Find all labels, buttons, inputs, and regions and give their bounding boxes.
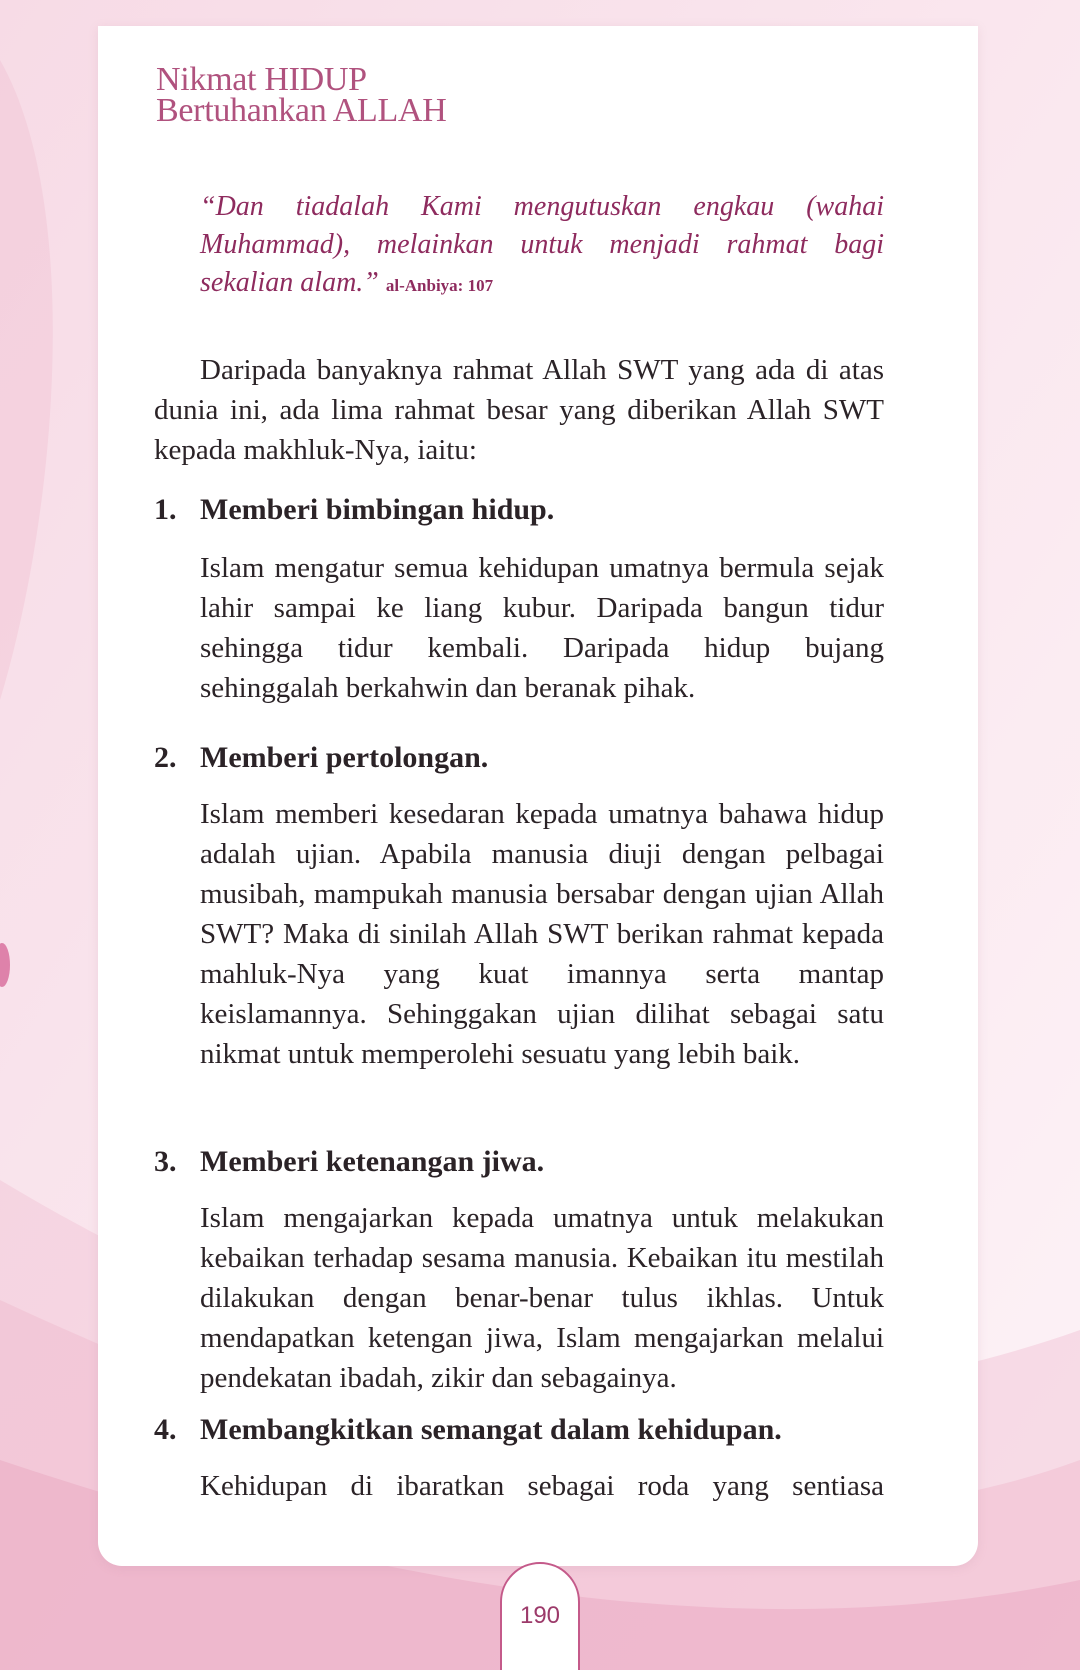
list-item-number: 2. [154,741,177,774]
list-item-heading: Membangkitkan semangat dalam kehidupan. [200,1413,782,1446]
list-item-paragraph: Islam mengatur semua kehidupan umatnya bermula sejak lahir sampai ke liang kubur. Daripada bangun tidur sehingga tidur kembali. Daripada hidup bujang sehinggalah berkahwin dan beranak pihak. [200,552,884,704]
page-number: 190 [519,1602,561,1629]
list-item-title [154,1142,544,1182]
list-item-title [154,1410,782,1450]
quote-text: “Dan tiadalah Kami mengutuskan engkau (wahai Muhammad), melainkan untuk menjadi rahmat bagi sekalian alam.” [200,191,884,298]
list-item-title [154,490,554,530]
list-item-heading: Memberi bimbingan hidup. [200,493,555,526]
running-header [156,61,447,129]
list-item-paragraph: Islam mengajarkan kepada umatnya untuk melakukan kebaikan terhadap sesama manusia. Kebaikan itu mestilah dilakukan dengan benar-benar tulus ikhlas. Untuk mendapatkan ketengan jiwa, Islam mengajarkan melalui pendekatan ibadah, zikir dan sebagainya. [200,1202,884,1394]
intro-paragraph: Daripada banyaknya rahmat Allah SWT yang ada di atas dunia ini, ada lima rahmat besar yang diberikan Allah SWT kepada makhluk-Nya, iaitu: [154,354,884,466]
list-item-heading: Memberi ketenangan jiwa. [200,1145,545,1178]
quran-quote [200,188,884,305]
list-item-number: 1. [154,493,177,526]
header-line-2: Bertuhankan ALLAH [156,92,447,129]
list-item-paragraph: Kehidupan di ibaratkan sebagai roda yang sentiasa [200,1470,884,1502]
list-item-number: 3. [154,1145,177,1178]
list-item-number: 4. [154,1413,177,1446]
list-item-title [154,738,488,778]
quote-reference: al-Anbiya: 107 [385,276,494,295]
list-item-paragraph: Islam memberi kesedaran kepada umatnya bahawa hidup adalah ujian. Apabila manusia diuji dengan pelbagai musibah, mampukah manusia bersabar dengan ujian Allah SWT? Maka di sinilah Allah SWT berikan rahmat kepada mahluk-Nya yang kuat imannya serta mantap keislamannya. Sehinggakan ujian dilihat sebagai satu nikmat untuk memperolehi sesuatu yang lebih baik. [200,798,884,1070]
header-line-1: Nikmat HIDUP [156,61,367,98]
list-item-heading: Memberi pertolongan. [200,741,489,774]
